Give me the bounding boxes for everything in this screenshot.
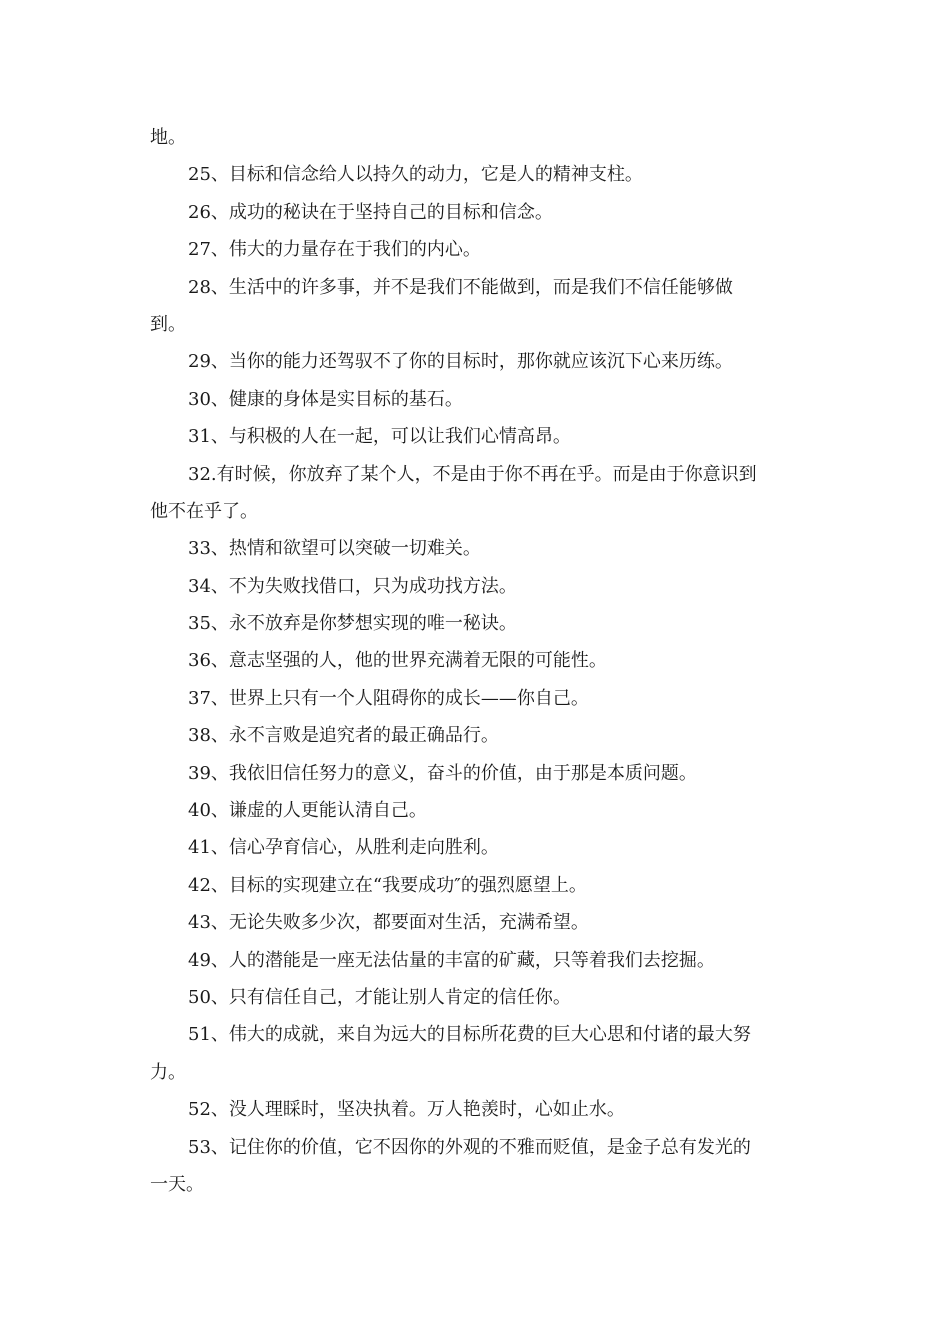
text-line: 42、目标的实现建立在“我要成功″的强烈愿望上。 xyxy=(188,874,587,896)
text-line: 34、不为失败找借口，只为成功找方法。 xyxy=(188,575,517,597)
text-line: 他不在乎了。 xyxy=(150,500,258,522)
text-line: 29、当你的能力还驾驭不了你的目标时，那你就应该沉下心来历练。 xyxy=(188,351,733,373)
text-line: 50、只有信任自己，才能让别人肯定的信任你。 xyxy=(188,986,571,1008)
text-line: 25、目标和信念给人以持久的动力，它是人的精神支柱。 xyxy=(188,164,643,186)
text-line: 到。 xyxy=(150,313,186,335)
text-line: 30、健康的身体是实目标的基石。 xyxy=(188,388,463,410)
text-line: 39、我依旧信任努力的意义，奋斗的价值，由于那是本质问题。 xyxy=(188,762,697,784)
text-line: 41、信心孕育信心，从胜利走向胜利。 xyxy=(188,837,499,859)
text-line: 力。 xyxy=(150,1061,186,1083)
text-line: 38、永不言败是追究者的最正确品行。 xyxy=(188,725,499,747)
text-line: 地。 xyxy=(150,127,186,148)
text-line: 37、世界上只有一个人阻碍你的成长——你自己。 xyxy=(188,687,589,709)
text-line: 40、谦虚的人更能认清自己。 xyxy=(188,800,427,822)
text-line: 26、成功的秘诀在于坚持自己的目标和信念。 xyxy=(188,201,553,223)
text-line: 27、伟大的力量存在于我们的内心。 xyxy=(188,239,481,261)
text-line: 32.有时候，你放弃了某个人，不是由于你不再在乎。而是由于你意识到 xyxy=(188,463,757,485)
text-line: 36、意志坚强的人，他的世界充满着无限的可能性。 xyxy=(188,650,607,672)
text-line: 33、热情和欲望可以突破一切难关。 xyxy=(188,538,481,560)
text-line: 31、与积极的人在一起，可以让我们心情高昂。 xyxy=(188,426,571,448)
text-line: 28、生活中的许多事，并不是我们不能做到，而是我们不信任能够做 xyxy=(188,276,733,298)
text-line: 49、人的潜能是一座无法估量的丰富的矿藏，只等着我们去挖掘。 xyxy=(188,949,715,971)
text-line: 53、记住你的价值，它不因你的外观的不雅而贬值，是金子总有发光的 xyxy=(188,1136,751,1158)
text-line: 52、没人理睬时，坚决执着。万人艳羡时，心如止水。 xyxy=(188,1099,625,1121)
text-line: 35、永不放弃是你梦想实现的唯一秘诀。 xyxy=(188,613,517,635)
text-line: 一天。 xyxy=(150,1173,204,1195)
text-line: 51、伟大的成就，来自为远大的目标所花费的巨大心思和付诸的最大努 xyxy=(188,1024,751,1046)
document-body xyxy=(150,119,800,1203)
text-line: 43、无论失败多少次，都要面对生活，充满希望。 xyxy=(188,912,589,934)
